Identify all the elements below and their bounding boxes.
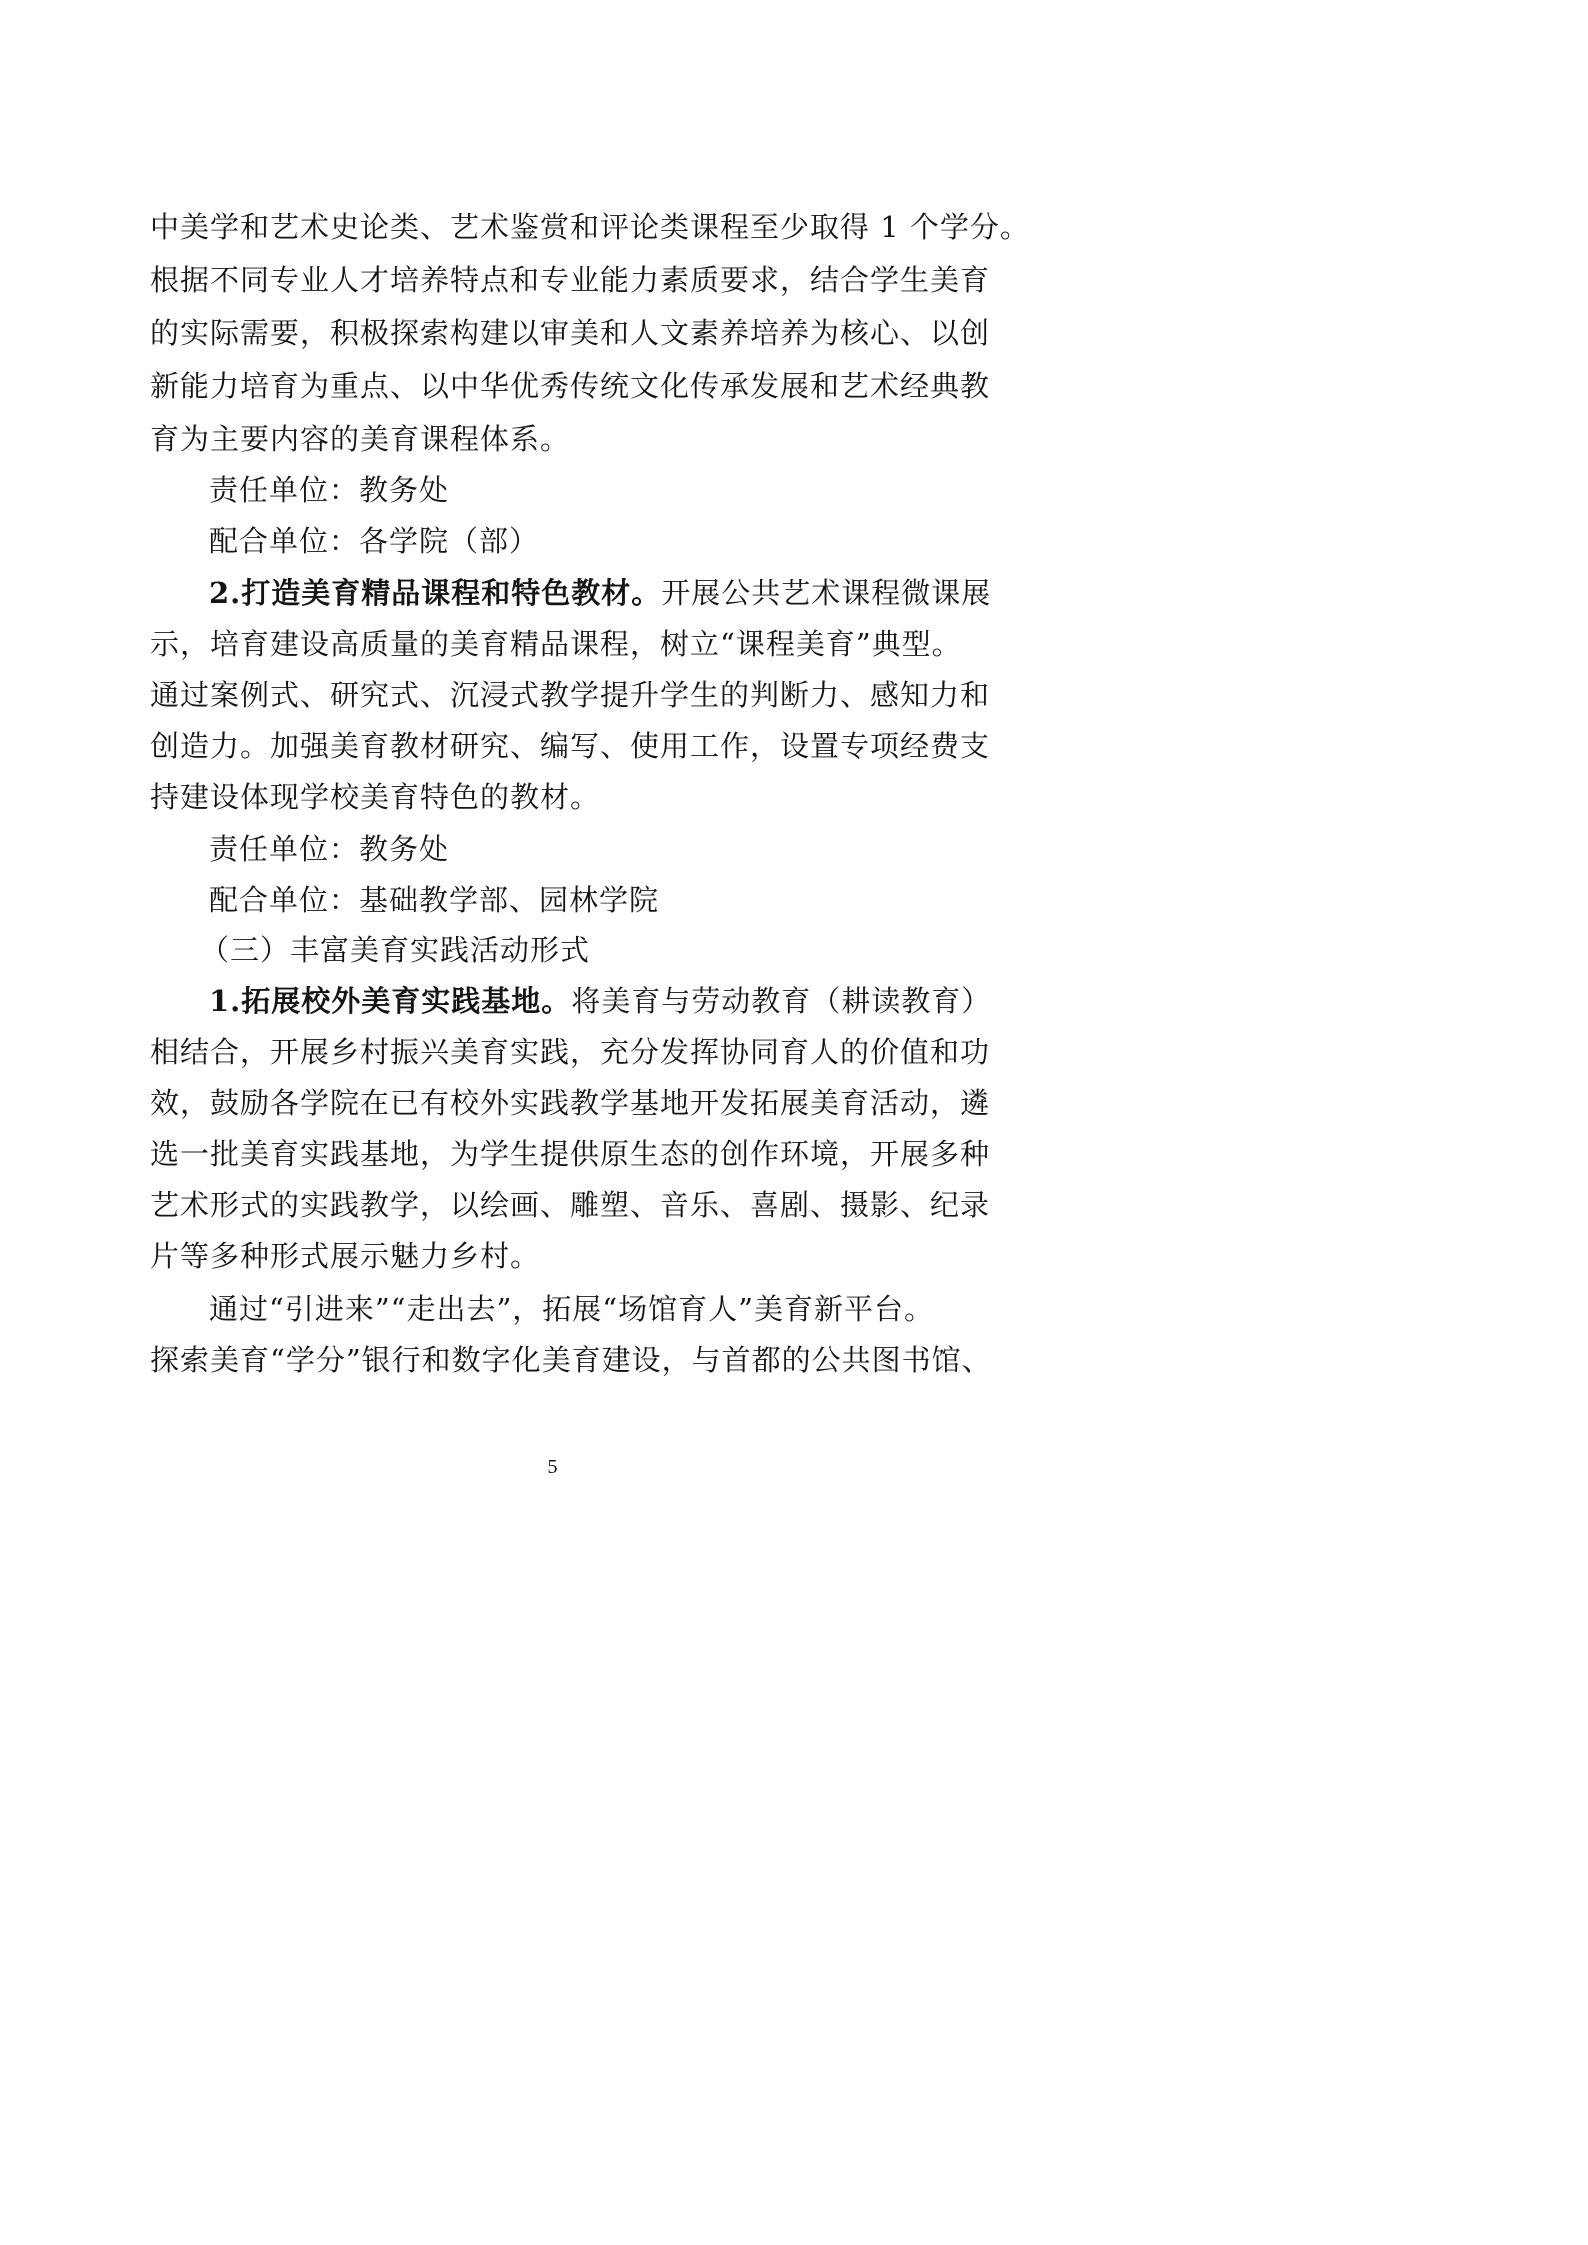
item1-line-1-text: 将美育与劳动教育（耕读教育） (571, 984, 992, 1018)
para1-line-4: 新能力培育为重点、以中华优秀传统文化传承发展和艺术经典教 (150, 369, 991, 403)
item1-line-3: 效，鼓励各学院在已有校外实践教学基地开发拓展美育活动，遴 (150, 1086, 991, 1120)
supporting-unit-1: 配合单位：各学院（部） (209, 524, 540, 558)
item2-line-5: 持建设体现学校美育特色的教材。 (150, 780, 601, 814)
para1-line-2: 根据不同专业人才培养特点和专业能力素质要求，结合学生美育 (150, 263, 991, 297)
supporting-unit-2: 配合单位：基础教学部、园林学院 (209, 883, 660, 917)
item1-line-1 (209, 981, 992, 1021)
item1-line-6: 片等多种形式展示魅力乡村。 (150, 1239, 541, 1273)
item2-line-4: 创造力。加强美育教材研究、编写、使用工作，设置专项经费支 (150, 729, 991, 763)
item1-line-2: 相结合，开展乡村振兴美育实践，充分发挥协同育人的价值和功 (150, 1035, 991, 1069)
para1-line-1: 中美学和艺术史论类、艺术鉴赏和评论类课程至少取得 1 个学分。 (150, 210, 1030, 244)
para-last-line-1: 通过“引进来”“走出去”，拓展“场馆育人”美育新平台。 (209, 1292, 934, 1326)
item2-line-3: 通过案例式、研究式、沉浸式教学提升学生的判断力、感知力和 (150, 678, 991, 712)
para1-line-3: 的实际需要，积极探索构建以审美和人文素养培养为核心、以创 (150, 316, 991, 350)
item2-line-1-text: 开展公共艺术课程微课展 (661, 576, 992, 610)
item2-line-1 (209, 573, 992, 613)
section3-heading: （三）丰富美育实践活动形式 (200, 933, 591, 967)
item2-line-2: 示，培育建设高质量的美育精品课程，树立“课程美育”典型。 (150, 627, 962, 661)
item1-heading: 1.拓展校外美育实践基地。 (209, 984, 572, 1018)
page-number: 5 (547, 1456, 558, 1478)
responsible-unit-1: 责任单位：教务处 (209, 473, 450, 507)
para1-line-5: 育为主要内容的美育课程体系。 (150, 422, 571, 456)
item1-line-5: 艺术形式的实践教学，以绘画、雕塑、音乐、喜剧、摄影、纪录 (150, 1188, 991, 1222)
responsible-unit-2: 责任单位：教务处 (209, 832, 450, 866)
item2-heading: 2.打造美育精品课程和特色教材。 (209, 576, 662, 610)
para-last-line-2: 探索美育“学分”银行和数字化美育建设，与首都的公共图书馆、 (150, 1343, 992, 1377)
item1-line-4: 选一批美育实践基地，为学生提供原生态的创作环境，开展多种 (150, 1137, 991, 1171)
